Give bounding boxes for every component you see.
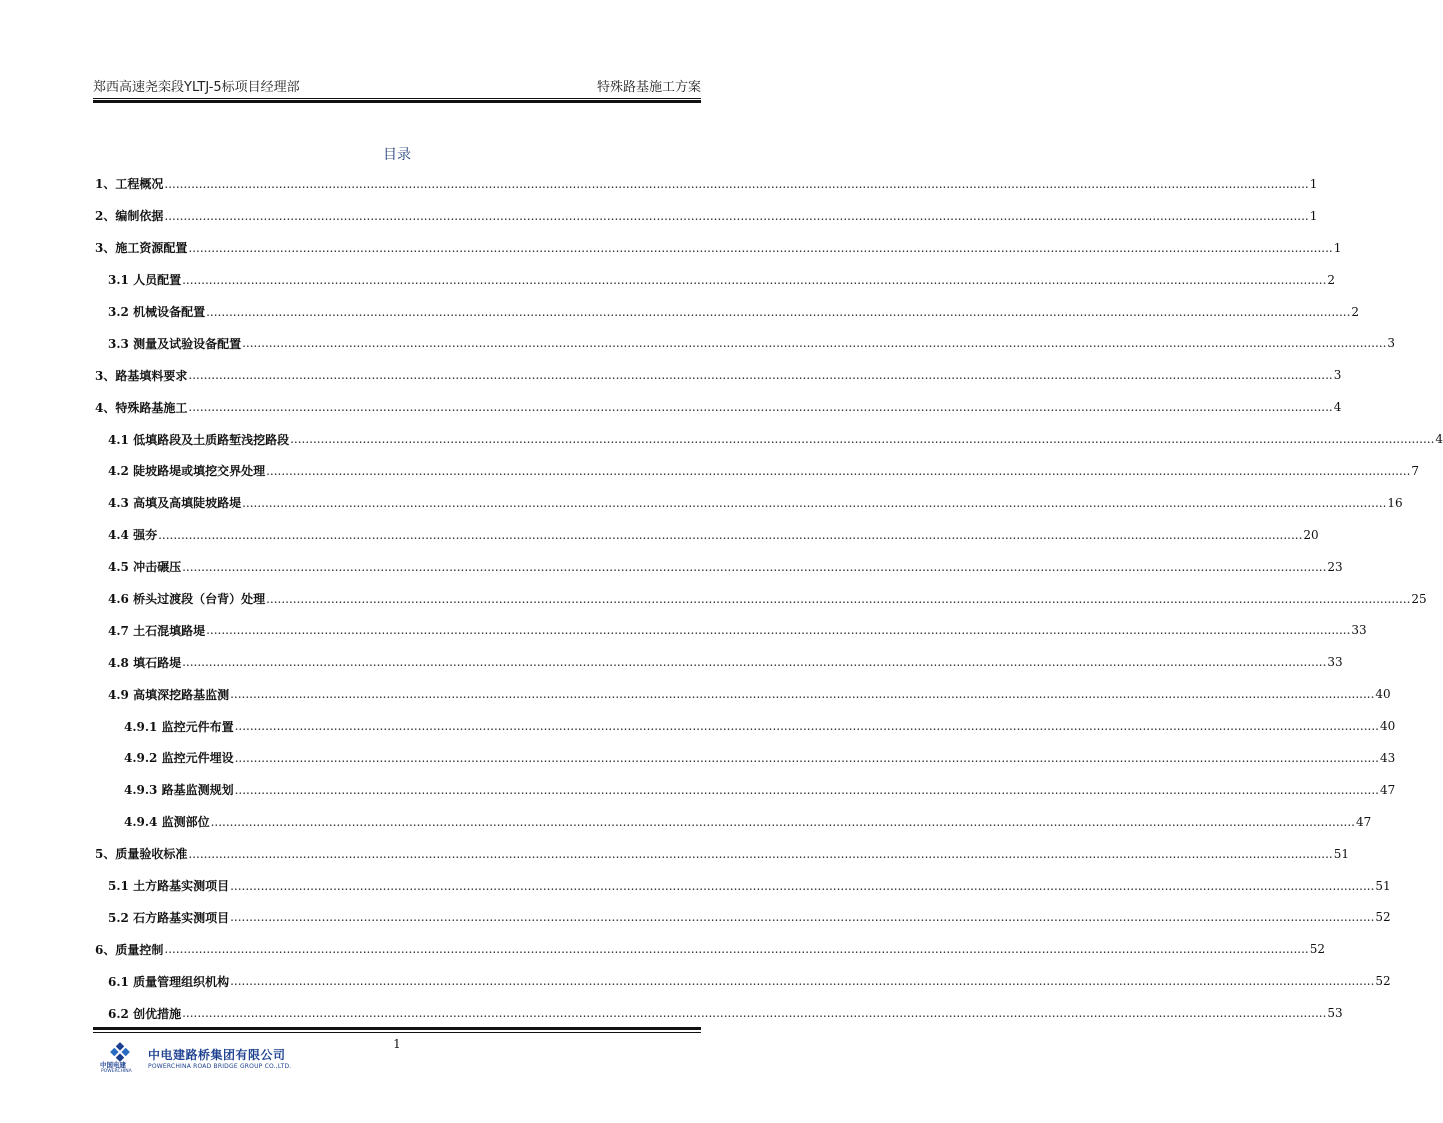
toc-entry-number: 3.2	[108, 305, 134, 319]
toc-entry[interactable]	[93, 710, 1396, 742]
toc-dot-leader: ............................................................................................................................................................................................................................................................................................................	[164, 176, 1309, 191]
toc-entry[interactable]	[93, 997, 1343, 1029]
toc-dot-leader: ............................................................................................................................................................................................................................................................................................................	[242, 336, 1387, 351]
toc-dot-leader: ............................................................................................................................................................................................................................................................................................................	[230, 910, 1375, 925]
toc-entry-page: 1	[1309, 176, 1318, 191]
toc-entry[interactable]	[93, 901, 1391, 933]
logo-text: 中国电建	[100, 1061, 126, 1069]
toc-entry[interactable]	[93, 614, 1367, 646]
toc-title: 目录	[383, 147, 411, 163]
toc-entry-label	[108, 431, 289, 448]
toc-entry-page: 16	[1387, 495, 1403, 510]
toc-entry-label	[124, 781, 234, 798]
toc-entry-label	[108, 335, 241, 352]
toc-entry-title: 土方路基实测项目	[133, 879, 230, 894]
toc-entry-label	[108, 303, 205, 320]
toc-entry-label	[108, 686, 229, 703]
toc-entry[interactable]	[93, 678, 1391, 710]
toc-entry-number: 4.5	[108, 560, 134, 575]
toc-entry-label	[95, 941, 163, 958]
header-project-name: 郑西高速尧栾段YLTJ-5标项目经理部	[93, 80, 300, 95]
toc-entry-label	[108, 909, 229, 926]
toc-entry-number: 4.9.4	[124, 815, 162, 830]
toc-entry-page: 2	[1351, 304, 1360, 319]
toc-entry-page: 1	[1309, 208, 1318, 223]
toc-entry-page: 7	[1411, 463, 1420, 478]
toc-entry-page: 40	[1375, 687, 1391, 702]
toc-dot-leader: ............................................................................................................................................................................................................................................................................................................	[182, 559, 1327, 574]
toc-entry-number: 4.1	[108, 432, 134, 447]
toc-entry-label	[124, 749, 234, 766]
toc-entry-label	[124, 813, 210, 830]
toc-entry[interactable]	[93, 965, 1391, 997]
company-name-cn: 中电建路桥集团有限公司	[148, 1048, 286, 1062]
toc-entry-number: 3.3	[108, 336, 134, 351]
toc-entry-page: 51	[1375, 878, 1391, 893]
toc-entry-number: 4.8	[108, 655, 134, 670]
table-of-contents	[93, 168, 1443, 1029]
toc-dot-leader: ............................................................................................................................................................................................................................................................................................................	[188, 240, 1333, 255]
toc-entry[interactable]	[93, 933, 1325, 965]
toc-entry-title: 强夯	[133, 528, 158, 543]
toc-entry-label	[124, 718, 234, 735]
toc-entry-page: 43	[1379, 750, 1396, 765]
toc-entry-label	[95, 175, 163, 192]
toc-entry-label	[108, 462, 265, 479]
toc-entry-title: 质量管理组织机构	[133, 974, 230, 989]
toc-entry-title: 施工资源配置	[115, 241, 188, 256]
toc-dot-leader: ............................................................................................................................................................................................................................................................................................................	[188, 368, 1333, 383]
toc-entry-page: 33	[1351, 623, 1367, 638]
toc-entry-title: 测量及试验设备配置	[133, 336, 242, 351]
toc-entry[interactable]	[93, 327, 1396, 359]
toc-entry-page: 51	[1333, 846, 1349, 861]
header-rule-thick	[93, 100, 701, 103]
toc-entry-number: 1、	[95, 177, 116, 192]
toc-entry-number: 6.1	[108, 974, 134, 989]
toc-entry[interactable]	[93, 806, 1372, 838]
toc-entry-title: 填石路堤	[133, 655, 182, 670]
toc-entry[interactable]	[93, 200, 1318, 232]
toc-entry-title: 监控元件埋设	[161, 751, 234, 766]
toc-entry-number: 4.4	[108, 528, 134, 543]
toc-entry-label	[95, 845, 187, 862]
toc-entry-label	[108, 654, 181, 671]
toc-entry-page: 23	[1327, 559, 1343, 574]
toc-entry[interactable]	[93, 487, 1403, 519]
toc-entry-page: 52	[1309, 942, 1325, 957]
toc-dot-leader: ............................................................................................................................................................................................................................................................................................................	[206, 304, 1351, 319]
toc-dot-leader: ............................................................................................................................................................................................................................................................................................................	[290, 432, 1435, 447]
toc-entry-page: 47	[1355, 814, 1372, 829]
toc-entry-number: 4.7	[108, 623, 134, 638]
toc-entry-label	[108, 558, 181, 575]
toc-entry-page: 2	[1327, 272, 1336, 287]
toc-dot-leader: ............................................................................................................................................................................................................................................................................................................	[206, 623, 1351, 638]
toc-dot-leader: ............................................................................................................................................................................................................................................................................................................	[182, 1006, 1327, 1021]
toc-dot-leader: ............................................................................................................................................................................................................................................................................................................	[266, 463, 1411, 478]
toc-entry-label	[95, 399, 187, 416]
toc-entry[interactable]	[93, 168, 1318, 200]
toc-entry-label	[108, 494, 241, 511]
toc-dot-leader: ............................................................................................................................................................................................................................................................................................................	[266, 591, 1411, 606]
toc-entry-title: 陡坡路堤或填挖交界处理	[133, 464, 266, 479]
toc-entry-title: 石方路基实测项目	[133, 910, 230, 925]
toc-dot-leader: ............................................................................................................................................................................................................................................................................................................	[164, 942, 1309, 957]
toc-entry-number: 4.9.1	[124, 719, 162, 734]
toc-entry[interactable]	[93, 455, 1420, 487]
toc-entry-title: 人员配置	[133, 273, 182, 288]
footer-rule-thick	[93, 1027, 701, 1030]
toc-entry-number: 3、	[95, 368, 116, 383]
toc-dot-leader: ............................................................................................................................................................................................................................................................................................................	[164, 208, 1309, 223]
toc-entry-label	[108, 973, 229, 990]
toc-entry[interactable]	[93, 774, 1396, 806]
toc-entry[interactable]	[93, 742, 1396, 774]
toc-entry-label	[108, 526, 157, 543]
toc-entry-number: 4、	[95, 400, 116, 415]
toc-dot-leader: ............................................................................................................................................................................................................................................................................................................	[182, 655, 1327, 670]
toc-entry[interactable]	[93, 359, 1342, 391]
toc-entry-number: 6.2	[108, 1006, 134, 1021]
toc-entry[interactable]	[93, 646, 1343, 678]
toc-entry-page: 3	[1333, 368, 1342, 383]
toc-entry-title: 桥头过渡段（台背）处理	[133, 592, 266, 607]
toc-entry-label	[95, 207, 163, 224]
toc-entry-label	[108, 590, 265, 607]
toc-entry-label	[95, 367, 187, 384]
logo-text-en: POWERCHINA	[101, 1069, 132, 1074]
toc-dot-leader: ............................................................................................................................................................................................................................................................................................................	[182, 272, 1327, 287]
toc-dot-leader: ............................................................................................................................................................................................................................................................................................................	[210, 814, 1355, 829]
toc-entry-title: 冲击碾压	[133, 560, 182, 575]
toc-dot-leader: ............................................................................................................................................................................................................................................................................................................	[234, 782, 1379, 797]
toc-entry[interactable]	[93, 232, 1342, 264]
toc-entry-title: 高填及高填陡坡路堤	[133, 496, 242, 511]
footer-rule-thin	[93, 1032, 701, 1033]
toc-entry-number: 5、	[95, 847, 116, 862]
toc-entry[interactable]	[93, 838, 1349, 870]
toc-dot-leader: ............................................................................................................................................................................................................................................................................................................	[230, 687, 1375, 702]
toc-entry-label	[108, 622, 205, 639]
header-document-title: 特殊路基施工方案	[596, 80, 701, 95]
page-header	[93, 74, 701, 96]
toc-entry-title: 监控元件布置	[161, 719, 234, 734]
toc-dot-leader: ............................................................................................................................................................................................................................................................................................................	[230, 974, 1375, 989]
toc-entry[interactable]	[93, 264, 1336, 296]
toc-entry-number: 5.1	[108, 879, 134, 894]
toc-entry[interactable]	[93, 870, 1391, 902]
toc-entry-label	[108, 1005, 181, 1022]
header-rule-thin	[93, 98, 701, 99]
toc-dot-leader: ............................................................................................................................................................................................................................................................................................................	[242, 495, 1387, 510]
toc-entry-page: 40	[1379, 719, 1396, 734]
toc-entry[interactable]	[93, 391, 1342, 423]
toc-dot-leader: ............................................................................................................................................................................................................................................................................................................	[158, 527, 1303, 542]
toc-entry[interactable]	[93, 296, 1360, 328]
toc-dot-leader: ............................................................................................................................................................................................................................................................................................................	[234, 719, 1379, 734]
toc-entry-page: 3	[1387, 336, 1396, 351]
toc-entry-page: 52	[1375, 974, 1391, 989]
toc-entry-title: 机械设备配置	[133, 305, 206, 319]
toc-entry-title: 质量控制	[115, 942, 164, 957]
toc-entry-title: 低填路段及土质路堑浅挖路段	[133, 432, 290, 447]
toc-entry-number: 5.2	[108, 910, 134, 925]
company-name-en: POWERCHINA ROAD BRIDGE GROUP CO.,LTD.	[148, 1063, 292, 1070]
toc-entry[interactable]	[93, 551, 1343, 583]
toc-entry-title: 工程概况	[115, 177, 164, 192]
toc-entry-title: 质量验收标准	[115, 847, 188, 862]
toc-entry-number: 4.9	[108, 687, 134, 702]
toc-entry-title: 编制依据	[115, 209, 164, 224]
toc-entry-page: 47	[1379, 782, 1396, 797]
toc-entry-label	[108, 271, 181, 288]
toc-entry-title: 监测部位	[161, 815, 210, 830]
toc-entry-number: 4.6	[108, 592, 134, 607]
toc-dot-leader: ............................................................................................................................................................................................................................................................................................................	[234, 750, 1379, 765]
toc-entry-title: 高填深挖路基监测	[133, 687, 230, 702]
toc-entry-label	[95, 239, 187, 256]
toc-entry-title: 创优措施	[133, 1006, 182, 1021]
toc-entry-page: 33	[1327, 655, 1343, 670]
toc-entry[interactable]	[93, 583, 1427, 615]
toc-dot-leader: ............................................................................................................................................................................................................................................................................................................	[188, 400, 1333, 415]
toc-entry-number: 4.9.2	[124, 751, 162, 766]
toc-entry-page: 1	[1333, 240, 1342, 255]
toc-entry[interactable]	[93, 423, 1443, 455]
toc-entry-page: 52	[1375, 910, 1391, 925]
toc-entry-page: 4	[1333, 400, 1342, 415]
toc-entry-number: 3.1	[108, 273, 134, 288]
toc-dot-leader: ............................................................................................................................................................................................................................................................................................................	[230, 878, 1375, 893]
page-number: 1	[393, 1037, 401, 1051]
toc-entry-number: 6、	[95, 942, 116, 957]
toc-entry-title: 特殊路基施工	[115, 400, 188, 415]
toc-entry[interactable]	[93, 519, 1319, 551]
toc-entry-title: 土石混填路堤	[133, 623, 206, 638]
toc-entry-title: 路基填料要求	[115, 368, 188, 383]
toc-entry-page: 4	[1435, 432, 1443, 447]
toc-entry-number: 2、	[95, 209, 116, 224]
toc-entry-number: 4.9.3	[124, 783, 162, 798]
toc-entry-page: 20	[1303, 527, 1319, 542]
toc-entry-number: 4.3	[108, 496, 134, 511]
toc-entry-number: 3、	[95, 241, 116, 256]
toc-dot-leader: ............................................................................................................................................................................................................................................................................................................	[188, 846, 1333, 861]
toc-entry-page: 53	[1327, 1006, 1343, 1021]
toc-entry-number: 4.2	[108, 464, 134, 479]
toc-entry-label	[108, 877, 229, 894]
toc-entry-title: 路基监测规划	[161, 783, 234, 798]
toc-entry-page: 25	[1411, 591, 1427, 606]
